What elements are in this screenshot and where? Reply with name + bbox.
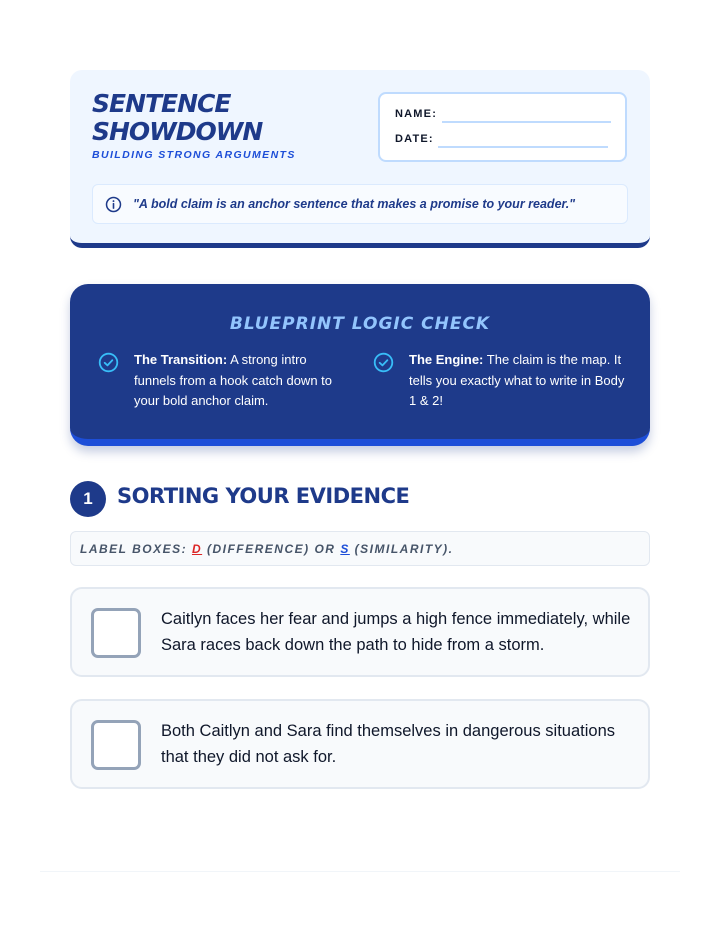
instruction-text <box>80 542 454 556</box>
blueprint-item-label: The Transition: <box>134 352 228 367</box>
name-label: NAME: <box>395 108 438 120</box>
page-title <box>92 90 262 146</box>
header-card <box>70 70 650 248</box>
evidence-text: Caitlyn faces her fear and jumps a high fence immediately, while Sara races back down the path to hide from a storm. <box>161 610 631 654</box>
blueprint-item-body: The claim is the map. It tells you exactly what to write in Body 1 & 2! <box>409 352 625 408</box>
student-info-box <box>378 92 627 162</box>
evidence-card <box>70 587 650 677</box>
date-field[interactable] <box>438 146 608 148</box>
blueprint-item-text <box>409 350 627 412</box>
page-subtitle: BUILDING STRONG ARGUMENTS <box>92 149 296 161</box>
blueprint-card <box>70 284 650 446</box>
quote-text: "A bold claim is an anchor sentence that makes a promise to your reader." <box>133 197 576 211</box>
title-line-1: SENTENCE <box>92 89 231 118</box>
blueprint-item-body: A strong intro funnels from a hook catch down to your bold anchor claim. <box>134 352 333 408</box>
check-circle-icon <box>373 352 394 373</box>
difference-code: D <box>191 542 203 556</box>
check-circle-icon <box>98 352 119 373</box>
blueprint-title: BLUEPRINT LOGIC CHECK <box>229 314 491 334</box>
instruction-suffix: (SIMILARITY). <box>349 542 454 556</box>
date-label: DATE: <box>395 133 434 145</box>
evidence-text: Both Caitlyn and Sara find themselves in dangerous situations that they did not ask for. <box>161 722 616 766</box>
section-title: SORTING YOUR EVIDENCE <box>117 484 410 508</box>
instruction-middle: (DIFFERENCE) OR <box>202 542 341 556</box>
evidence-card <box>70 699 650 789</box>
footer-divider <box>40 871 680 872</box>
blueprint-item-text <box>134 350 352 412</box>
section-number-badge: 1 <box>70 481 106 517</box>
quote-box <box>92 184 628 224</box>
instruction-prefix: LABEL BOXES: <box>80 542 192 556</box>
name-field[interactable] <box>442 121 611 123</box>
instruction-bar <box>70 531 650 566</box>
info-icon <box>105 196 122 213</box>
label-checkbox[interactable] <box>91 608 141 658</box>
blueprint-item-label: The Engine: <box>409 352 484 367</box>
label-checkbox[interactable] <box>91 720 141 770</box>
title-line-2: SHOWDOWN <box>92 117 263 146</box>
similarity-code: S <box>340 542 350 556</box>
